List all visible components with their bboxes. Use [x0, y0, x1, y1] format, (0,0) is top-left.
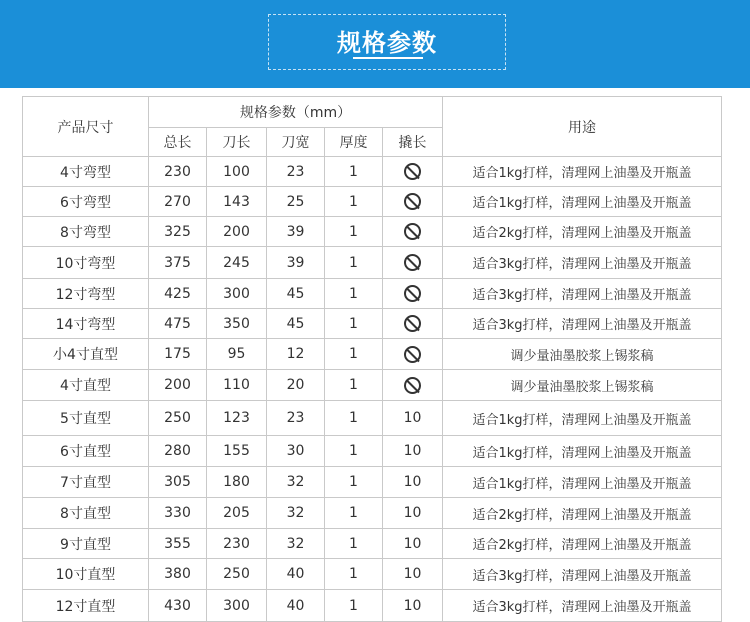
cell-blade-width: 45	[267, 279, 325, 309]
cell-total-length: 425	[149, 279, 207, 309]
header-blade-length: 刀长	[207, 128, 267, 157]
cell-blade-length: 110	[207, 370, 267, 401]
cell-pry-length: 10	[383, 401, 443, 436]
prohibited-icon	[404, 346, 421, 363]
table-row	[23, 187, 722, 217]
cell-blade-width: 40	[267, 590, 325, 622]
cell-blade-length: 250	[207, 559, 267, 590]
cell-thickness: 1	[325, 436, 383, 467]
cell-size: 小4寸直型	[23, 339, 149, 370]
cell-blade-length: 123	[207, 401, 267, 436]
cell-blade-width: 39	[267, 247, 325, 279]
cell-thickness: 1	[325, 339, 383, 370]
header-total-length: 总长	[149, 128, 207, 157]
table-row	[23, 401, 722, 436]
title-banner	[0, 0, 750, 88]
table-row	[23, 309, 722, 339]
cell-size: 7寸直型	[23, 467, 149, 498]
cell-size: 14寸弯型	[23, 309, 149, 339]
cell-size: 6寸直型	[23, 436, 149, 467]
cell-pry-length	[383, 279, 443, 309]
cell-blade-width: 30	[267, 436, 325, 467]
cell-pry-length	[383, 370, 443, 401]
cell-usage: 适合3kg打样，清理网上油墨及开瓶盖	[443, 559, 722, 590]
cell-blade-width: 20	[267, 370, 325, 401]
header-row-1	[23, 97, 722, 128]
cell-usage: 适合1kg打样，清理网上油墨及开瓶盖	[443, 187, 722, 217]
cell-size: 4寸弯型	[23, 157, 149, 187]
header-pry-length: 撬长	[383, 128, 443, 157]
cell-size: 9寸直型	[23, 529, 149, 559]
cell-usage: 适合2kg打样，清理网上油墨及开瓶盖	[443, 529, 722, 559]
table-row	[23, 370, 722, 401]
cell-size: 12寸弯型	[23, 279, 149, 309]
cell-pry-length: 10	[383, 436, 443, 467]
cell-blade-width: 39	[267, 217, 325, 247]
cell-blade-length: 245	[207, 247, 267, 279]
cell-pry-length: 10	[383, 590, 443, 622]
table-row	[23, 217, 722, 247]
cell-size: 10寸弯型	[23, 247, 149, 279]
cell-blade-width: 23	[267, 401, 325, 436]
cell-size: 6寸弯型	[23, 187, 149, 217]
cell-blade-width: 32	[267, 498, 325, 529]
header-thickness: 厚度	[325, 128, 383, 157]
cell-total-length: 230	[149, 157, 207, 187]
table-row	[23, 157, 722, 187]
prohibited-icon	[404, 193, 421, 210]
cell-usage: 适合3kg打样，清理网上油墨及开瓶盖	[443, 279, 722, 309]
cell-usage: 调少量油墨胶浆上锡浆稿	[443, 339, 722, 370]
cell-blade-width: 23	[267, 157, 325, 187]
cell-thickness: 1	[325, 157, 383, 187]
table-row	[23, 279, 722, 309]
cell-blade-width: 32	[267, 467, 325, 498]
cell-total-length: 330	[149, 498, 207, 529]
cell-thickness: 1	[325, 309, 383, 339]
cell-pry-length: 10	[383, 467, 443, 498]
table-row	[23, 339, 722, 370]
cell-total-length: 380	[149, 559, 207, 590]
header-usage: 用途	[443, 97, 722, 157]
cell-blade-length: 230	[207, 529, 267, 559]
cell-total-length: 475	[149, 309, 207, 339]
cell-usage: 适合1kg打样，清理网上油墨及开瓶盖	[443, 436, 722, 467]
prohibited-icon	[404, 254, 421, 271]
cell-usage: 调少量油墨胶浆上锡浆稿	[443, 370, 722, 401]
cell-blade-length: 143	[207, 187, 267, 217]
cell-blade-width: 32	[267, 529, 325, 559]
cell-usage: 适合3kg打样，清理网上油墨及开瓶盖	[443, 590, 722, 622]
table-row	[23, 559, 722, 590]
prohibited-icon	[404, 377, 421, 394]
cell-total-length: 375	[149, 247, 207, 279]
cell-size: 4寸直型	[23, 370, 149, 401]
cell-pry-length	[383, 309, 443, 339]
cell-size: 12寸直型	[23, 590, 149, 622]
title-underline	[353, 57, 423, 59]
cell-usage: 适合2kg打样，清理网上油墨及开瓶盖	[443, 217, 722, 247]
cell-blade-length: 155	[207, 436, 267, 467]
cell-total-length: 325	[149, 217, 207, 247]
cell-usage: 适合3kg打样，清理网上油墨及开瓶盖	[443, 309, 722, 339]
cell-size: 8寸弯型	[23, 217, 149, 247]
header-spec-group: 规格参数（mm）	[149, 97, 443, 128]
prohibited-icon	[404, 315, 421, 332]
cell-total-length: 430	[149, 590, 207, 622]
cell-pry-length	[383, 217, 443, 247]
cell-size: 8寸直型	[23, 498, 149, 529]
cell-pry-length	[383, 157, 443, 187]
cell-blade-width: 45	[267, 309, 325, 339]
cell-thickness: 1	[325, 279, 383, 309]
cell-size: 5寸直型	[23, 401, 149, 436]
prohibited-icon	[404, 285, 421, 302]
cell-thickness: 1	[325, 498, 383, 529]
table-row	[23, 529, 722, 559]
cell-blade-length: 300	[207, 590, 267, 622]
cell-total-length: 270	[149, 187, 207, 217]
cell-total-length: 355	[149, 529, 207, 559]
header-product-size: 产品尺寸	[23, 97, 149, 157]
prohibited-icon	[404, 163, 421, 180]
table-row	[23, 467, 722, 498]
cell-pry-length	[383, 247, 443, 279]
cell-thickness: 1	[325, 370, 383, 401]
cell-thickness: 1	[325, 217, 383, 247]
header-blade-width: 刀宽	[267, 128, 325, 157]
cell-pry-length: 10	[383, 529, 443, 559]
cell-blade-length: 205	[207, 498, 267, 529]
cell-thickness: 1	[325, 401, 383, 436]
cell-pry-length: 10	[383, 498, 443, 529]
cell-pry-length	[383, 187, 443, 217]
cell-pry-length	[383, 339, 443, 370]
cell-usage: 适合1kg打样，清理网上油墨及开瓶盖	[443, 467, 722, 498]
spec-table	[22, 96, 722, 622]
cell-usage: 适合1kg打样，清理网上油墨及开瓶盖	[443, 157, 722, 187]
cell-blade-width: 40	[267, 559, 325, 590]
cell-blade-length: 100	[207, 157, 267, 187]
table-row	[23, 590, 722, 622]
cell-thickness: 1	[325, 559, 383, 590]
cell-thickness: 1	[325, 187, 383, 217]
cell-total-length: 280	[149, 436, 207, 467]
table-row	[23, 436, 722, 467]
cell-total-length: 175	[149, 339, 207, 370]
title-frame	[268, 14, 506, 70]
cell-blade-length: 180	[207, 467, 267, 498]
cell-total-length: 200	[149, 370, 207, 401]
cell-pry-length: 10	[383, 559, 443, 590]
table-row	[23, 247, 722, 279]
cell-size: 10寸直型	[23, 559, 149, 590]
cell-thickness: 1	[325, 467, 383, 498]
cell-blade-width: 25	[267, 187, 325, 217]
cell-usage: 适合3kg打样，清理网上油墨及开瓶盖	[443, 247, 722, 279]
cell-blade-length: 200	[207, 217, 267, 247]
cell-blade-length: 350	[207, 309, 267, 339]
cell-thickness: 1	[325, 247, 383, 279]
page-title: 规格参数	[337, 29, 437, 57]
cell-blade-length: 95	[207, 339, 267, 370]
cell-thickness: 1	[325, 590, 383, 622]
cell-usage: 适合1kg打样，清理网上油墨及开瓶盖	[443, 401, 722, 436]
cell-total-length: 250	[149, 401, 207, 436]
cell-blade-width: 12	[267, 339, 325, 370]
cell-thickness: 1	[325, 529, 383, 559]
table-row	[23, 498, 722, 529]
cell-usage: 适合2kg打样，清理网上油墨及开瓶盖	[443, 498, 722, 529]
cell-blade-length: 300	[207, 279, 267, 309]
prohibited-icon	[404, 223, 421, 240]
cell-total-length: 305	[149, 467, 207, 498]
